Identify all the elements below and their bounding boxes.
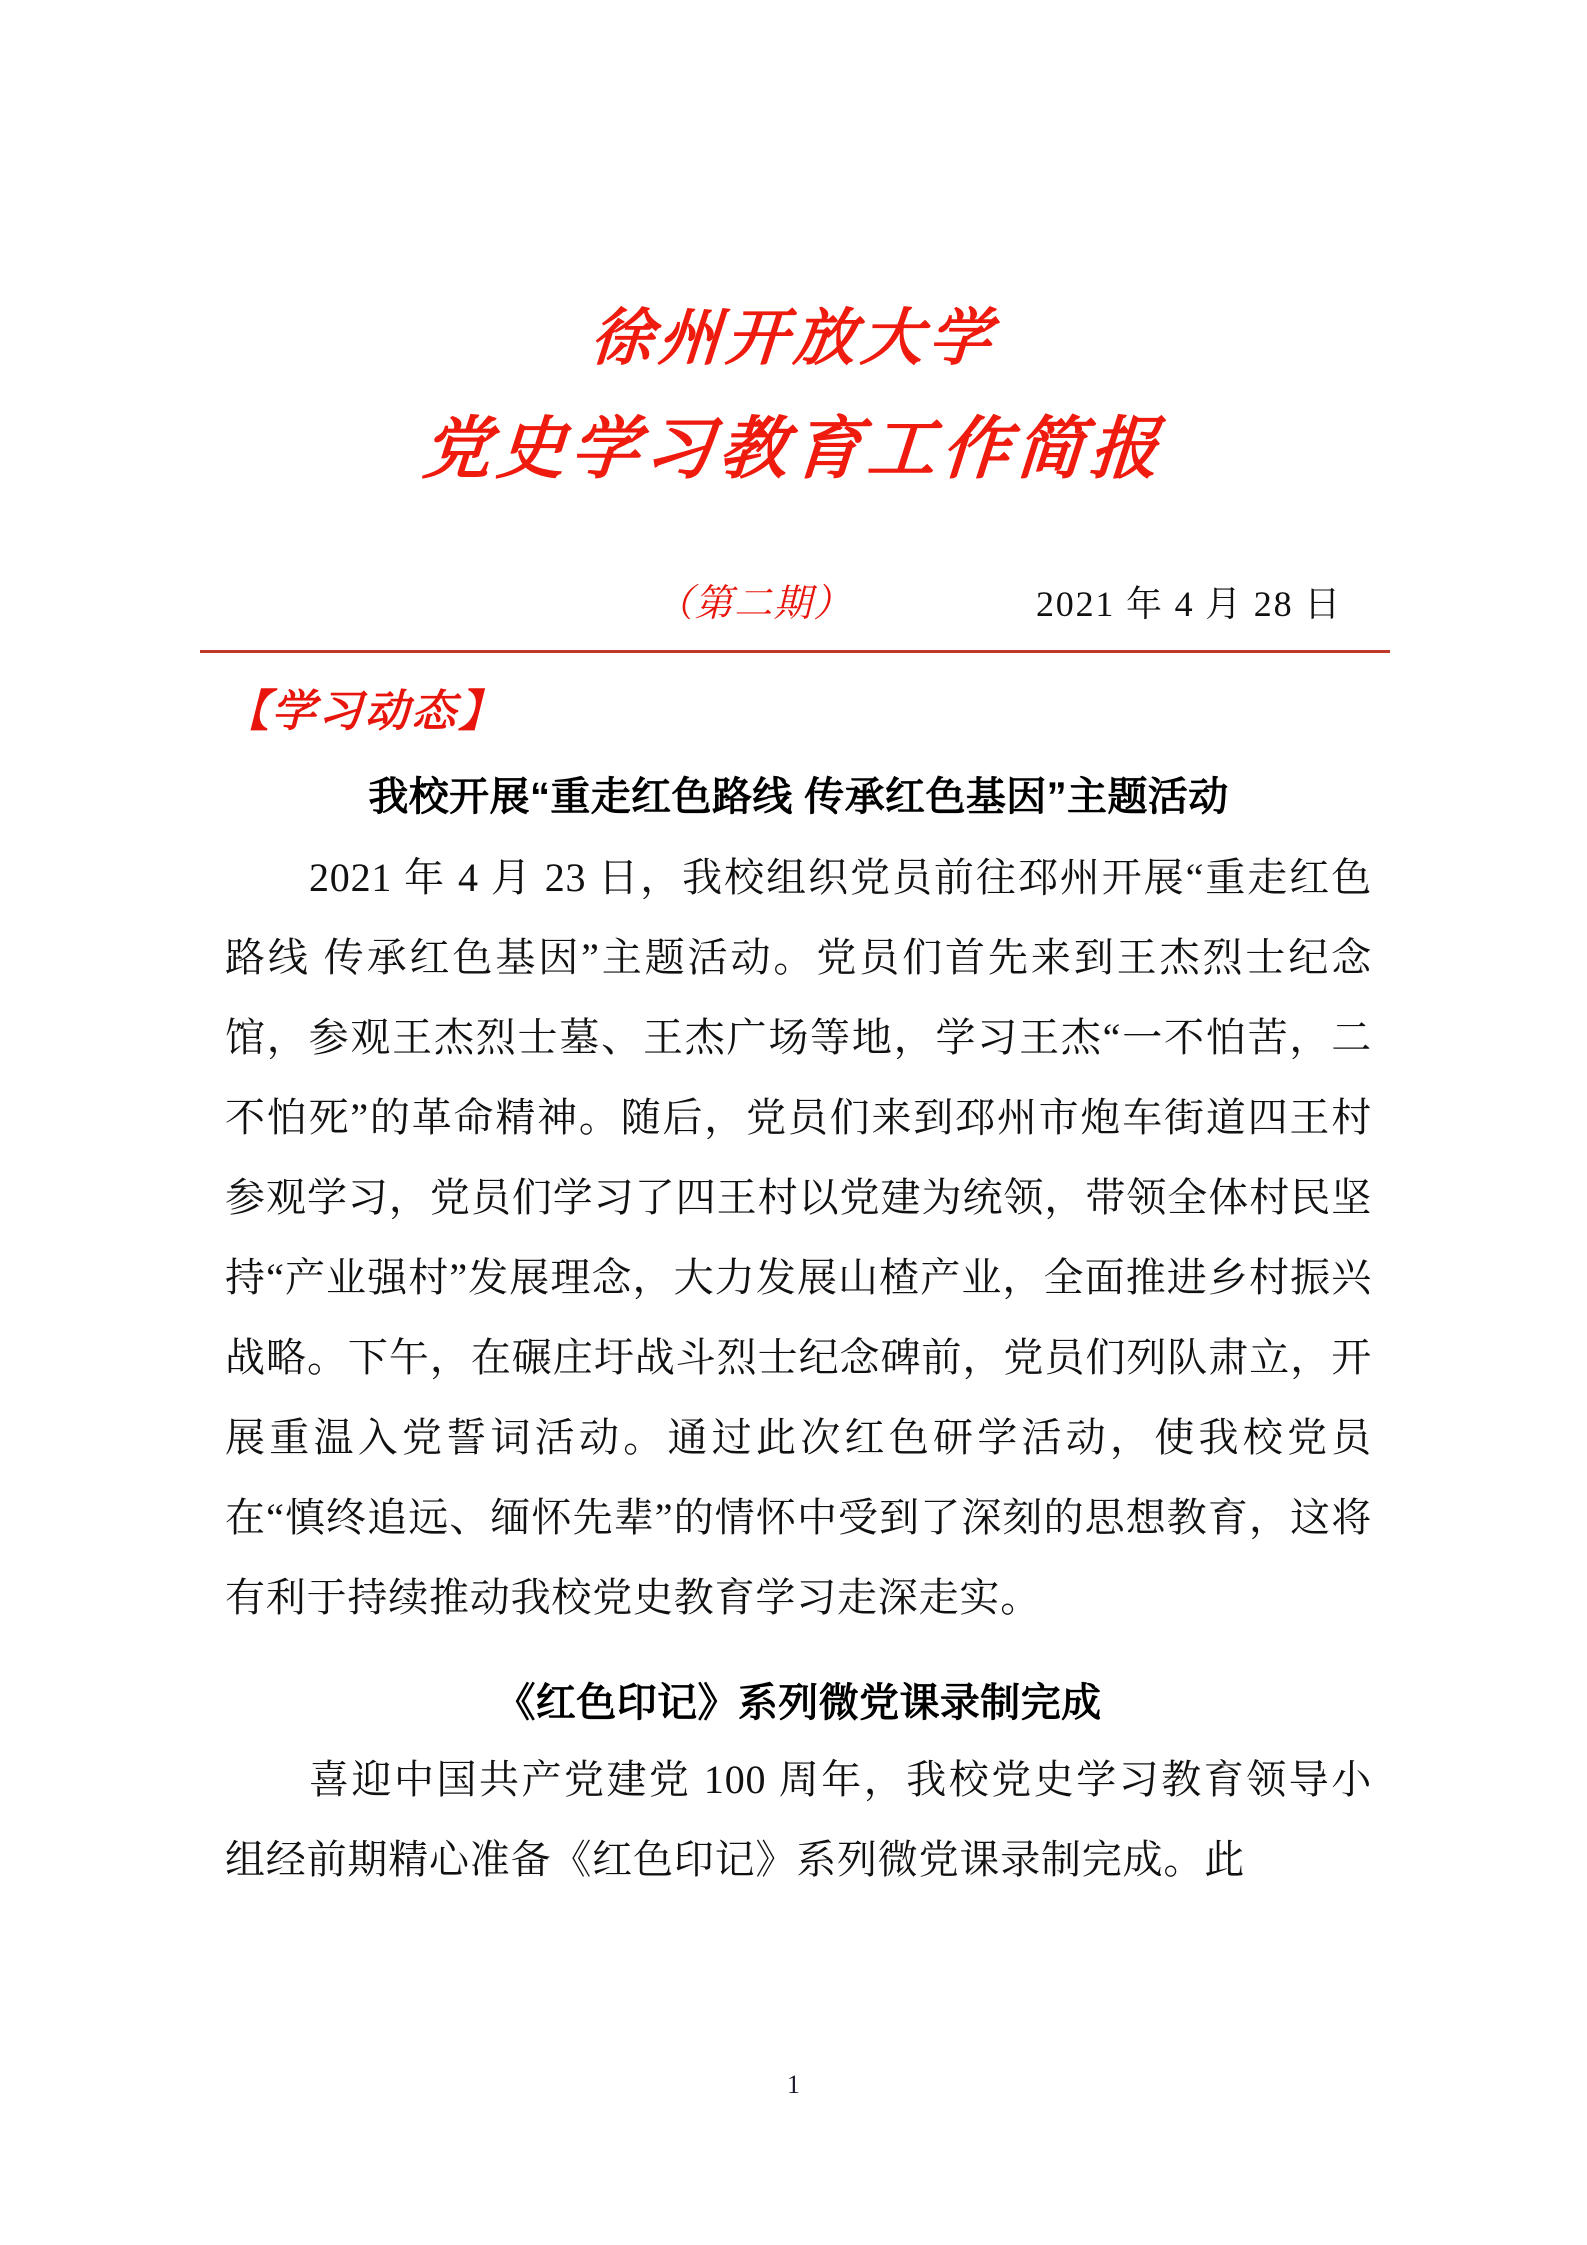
article-title-1: 我校开展“重走红色路线 传承红色基因”主题活动 [368, 775, 1229, 819]
article-title-2: 《红色印记》系列微党课录制完成 [495, 1681, 1102, 1725]
article-body-1: 2021 年 4 月 23 日，我校组织党员前往邳州开展“重走红色路线 传承红色基因”主题活动。党员们首先来到王杰烈士纪念馆，参观王杰烈士墓、王杰广场等地，学习王杰“一不怕苦，二不怕死”的革命精神。随后，党员们来到邳州市炮车街道四王村参观学习，党员们学习了四王村以党建为统领，带领全体村民坚持“产业强村”发展理念，大力发展山楂产业，全面推进乡村振兴战略。下午，在碾庄圩战斗烈士纪念碑前，党员们列队肃立，开展重温入党誓词活动。通过此次红色研学活动，使我校党员在“慎终追远、缅怀先辈”的情怀中受到了深刻的思想教育，这将有利于持续推动我校党史教育学习走深走实。 [225, 855, 1372, 1620]
page-number: 1 [787, 2070, 800, 2099]
section-marker-study-dynamics: 【学习动态】 [225, 687, 505, 736]
masthead-publication-title: 党史学习教育工作简报 [420, 411, 1167, 487]
masthead-divider-rule [200, 650, 1390, 653]
article-body-2: 喜迎中国共产党建党 100 周年，我校党史学习教育领导小组经前期精心准备《红色印记》系列微党课录制完成。此 [225, 1757, 1372, 1882]
masthead [0, 300, 1587, 492]
document-content [225, 676, 1372, 1900]
issue-date: 2021 年 4 月 28 日 [1036, 584, 1342, 624]
issue-number: （第二期） [655, 583, 853, 625]
masthead-issue-row [200, 578, 1390, 634]
masthead-organization: 徐州开放大学 [588, 305, 999, 373]
